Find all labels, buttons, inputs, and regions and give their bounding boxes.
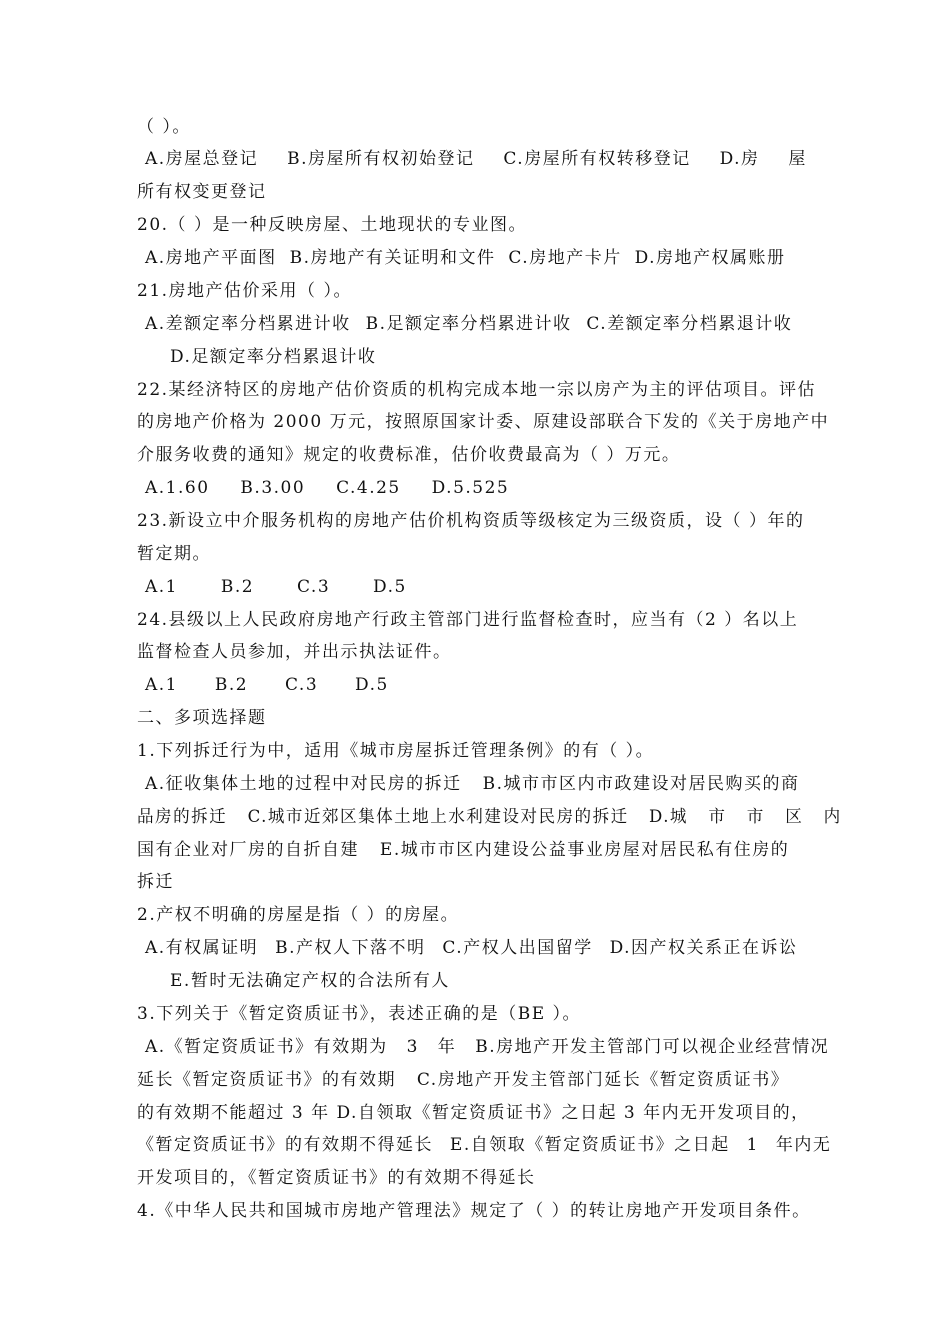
text-line: 开发项目的，《暂定资质证书》的有效期不得延长 — [137, 1168, 536, 1188]
text-line: 4.《中华人民共和国城市房地产管理法》规定了（ ）的转让房地产开发项目条件。 — [137, 1201, 811, 1221]
text-line: 23.新设立中介服务机构的房地产估价机构资质等级核定为三级资质，设（ ）年的 — [137, 511, 805, 531]
text-line: A.征收集体土地的过程中对民房的拆迁 B.城市市区内市政建设对居民购买的商 — [145, 774, 800, 794]
text-line: A.1.60 B.3.00 C.4.25 D.5.525 — [145, 478, 510, 498]
text-line: 品房的拆迁 C.城市近郊区集体土地上水利建设对民房的拆迁 D.城 市 市 区 内 — [137, 807, 842, 827]
text-line: 延长《暂定资质证书》的有效期 C.房地产开发主管部门延长《暂定资质证书》 — [137, 1070, 790, 1090]
text-line: 21.房地产估价采用（ ）。 — [137, 281, 352, 301]
text-line: E.暂时无法确定产权的合法所有人 — [170, 971, 450, 991]
text-line: （ ）。 — [137, 117, 191, 137]
text-line: A.房地产平面图 B.房地产有关证明和文件 C.房地产卡片 D.房地产权属账册 — [145, 248, 786, 268]
text-line: 的有效期不能超过 3 年 D.自领取《暂定资质证书》之日起 3 年内无开发项目的， — [137, 1103, 810, 1123]
text-line: A.《暂定资质证书》有效期为 3 年 B.房地产开发主管部门可以视企业经营情况 — [145, 1037, 830, 1057]
text-line: 的房地产价格为 2000 万元，按照原国家计委、原建设部联合下发的《关于房地产中 — [137, 412, 830, 432]
text-line: 1.下列拆迁行为中，适用《城市房屋拆迁管理条例》的有（ ）。 — [137, 741, 655, 761]
text-line: 监督检查人员参加，并出示执法证件。 — [137, 642, 452, 662]
text-line: 暂定期。 — [137, 544, 211, 564]
section-heading: 二、多项选择题 — [137, 708, 267, 728]
text-line: A.1 B.2 C.3 D.5 — [145, 577, 407, 597]
text-line: 3.下列关于《暂定资质证书》，表述正确的是（BE ）。 — [137, 1004, 582, 1024]
text-line: 24.县级以上人民政府房地产行政主管部门进行监督检查时，应当有（2 ）名以上 — [137, 610, 799, 630]
text-line: 国有企业对厂房的自折自建 E.城市市区内建设公益事业房屋对居民私有住房的 — [137, 840, 790, 860]
text-line: 介服务收费的通知》规定的收费标准，估价收费最高为（ ）万元。 — [137, 445, 681, 465]
text-line: A.房屋总登记 B.房屋所有权初始登记 C.房屋所有权转移登记 D.房 屋 — [145, 149, 807, 169]
text-line: A.有权属证明 B.产权人下落不明 C.产权人出国留学 D.因产权关系正在诉讼 — [145, 938, 798, 958]
text-line: 22.某经济特区的房地产估价资质的机构完成本地一宗以房产为主的评估项目。评估 — [137, 380, 817, 400]
text-line: 《暂定资质证书》的有效期不得延长 E.自领取《暂定资质证书》之日起 1 年内无 — [137, 1135, 832, 1155]
text-line: D.足额定率分档累退计收 — [170, 347, 377, 367]
text-line: 20.（ ）是一种反映房屋、土地现状的专业图。 — [137, 215, 527, 235]
text-line: 2.产权不明确的房屋是指（ ）的房屋。 — [137, 905, 460, 925]
text-line: 拆迁 — [137, 872, 174, 892]
text-line: A.差额定率分档累进计收 B.足额定率分档累进计收 C.差额定率分档累退计收 — [145, 314, 793, 334]
text-line: A.1 B.2 C.3 D.5 — [145, 675, 389, 695]
text-line: 所有权变更登记 — [137, 182, 267, 202]
